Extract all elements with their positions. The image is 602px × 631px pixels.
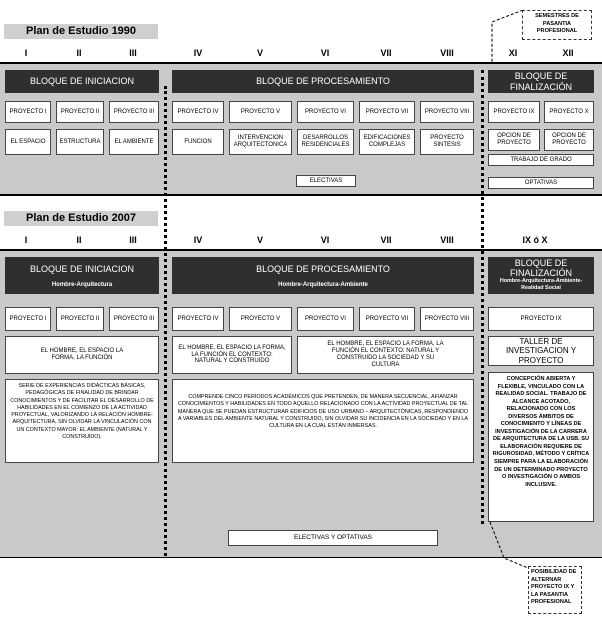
plan-1990-bottom-rule: [0, 194, 602, 196]
plan-2007-bloque-procesamiento: [172, 257, 474, 294]
semester-label: I: [24, 48, 28, 58]
plan-1990-project: PROYECTO I: [5, 101, 51, 123]
plan-2007-iniciacion-focus: EL HOMBRE, EL ESPACIO LA FORMA, LA FUNCIÓN: [5, 336, 159, 374]
semester-label: XII: [562, 48, 574, 58]
plan-1990-project: PROYECTO V: [229, 101, 292, 123]
plan-1990-theme: PROYECTO SINTESIS: [420, 129, 474, 155]
plan-1990-project: PROYECTO IV: [172, 101, 224, 123]
semester-label: IV: [193, 235, 203, 245]
plan-2007-title: Plan de Estudio 2007: [4, 211, 158, 226]
plan-2007-project: PROYECTO VI: [297, 307, 354, 331]
plan-2007-project: PROYECTO IV: [172, 307, 224, 331]
plan-1990-theme: EDIFICACIONES COMPLEJAS: [359, 129, 415, 155]
semester-label: V: [256, 235, 263, 245]
block-separator-line: [481, 70, 484, 524]
bloque-subtitle: Hombre-Arquitectura: [51, 282, 113, 288]
plan-1990-electivas: ELECTIVAS: [296, 175, 356, 187]
semester-label: VI: [320, 235, 330, 245]
plan-2007-iniciacion-description: SERIE DE EXPERIENCIAS DIDÁCTICAS BÁSICAS, PEDAGÓGICAS DE FINALIDAD DE BRINDAR CONOCIMIENTOS Y DE FACILITAR EL DESARROLLO DE HABILIDADES EN EL COMIENZO DE LA ACTIVIDAD PROYECTUAL, VALORIZANDO LA RELACIÓN HOMBRE-ARQUITECTURA, SIN OLVIDAR LA VINCULACIÓN CON UN CONTEXTO MAYOR: EL AMBIENTE (NATURAL Y CONSTRUIDO).: [5, 379, 159, 463]
semester-label: IV: [193, 48, 203, 58]
plan-2007-finalizacion-description: CONCEPCIÓN ABIERTA Y FLEXIBLE, VINCULADO CON LA REALIDAD SOCIAL. TRABAJO DE ALCANCE ACOTADO, RELACIONADO CON LOS DIVERSOS ÁMBITOS DE CONOCIMIENTO Y LÍNEAS DE INVESTIGACIÓN DE LA CARRERA DE ARQUITECTURA DE LA USB. SU ELABORACIÓN REQUIERE DE RIGUROSIDAD, MÉTODO Y CRÍTICA SIEMPRE PARA LA ELABORACIÓN DE UN DETERMINADO PROYECTO O INVESTIGACIÓN O AMBOS INCLUSIVE.: [488, 372, 594, 522]
plan-1990-project: PROYECTO IX: [488, 101, 540, 123]
plan-1990-bloque-iniciacion: BLOQUE DE INICIACION: [5, 70, 159, 93]
semester-label: III: [129, 235, 137, 245]
plan-2007-project: PROYECTO VII: [359, 307, 415, 331]
plan-2007-project: PROYECTO II: [56, 307, 104, 331]
semester-label: VII: [380, 48, 392, 58]
bloque-subtitle: Hombre-Arquitectura-Ambiente: [278, 282, 368, 288]
plan-2007-bloque-iniciacion: [5, 257, 159, 294]
bloque-subtitle: Hombre-Arquitectura-Ambiente-Realidad Social: [499, 278, 583, 291]
plan-2007-procesamiento-description: COMPRENDE CINCO PERÍODOS ACADÉMICOS QUE PRETENDEN, DE MANERA SECUENCIAL, AFIANZAR CONOCIMIENTOS Y HABILIDADES EN TODO AQUELLO RELACIONADO CON LA ACTIVIDAD PROYECTUAL DE TAL MANERA QUE SE PUEDAN ESTRUCTURAR EDIFICIOS DE USO URBANO – ARQUITECTÓNICAS, RESPONDIENDO A VARIABLES DEL AMBIENTE NATURAL Y CONSTRUIDO, SIN OLVIDAR SU INCIDENCIA EN LA SOCIEDAD Y EN LA CULTURA EN LA CUAL ESTÁN INMERSAS.: [172, 379, 474, 463]
plan-1990-project: PROYECTO X: [544, 101, 594, 123]
plan-1990-theme: OPCION DE PROYECTO: [488, 129, 540, 151]
plan-1990-theme: DESARROLLOS RESIDENCIALES: [297, 129, 354, 155]
plan-2007-electivas-optativas: ELECTIVAS Y OPTATIVAS: [228, 530, 438, 546]
plan-2007-project: PROYECTO III: [109, 307, 159, 331]
plan-1990-trabajo-grado: TRABAJO DE GRADO: [488, 154, 594, 166]
pasantia-note: SEMESTRES DE PASANTIA PROFESIONAL: [522, 10, 592, 40]
plan-2007-project: PROYECTO I: [5, 307, 51, 331]
semester-label: VI: [320, 48, 330, 58]
plan-1990-project: PROYECTO VIII: [420, 101, 474, 123]
plan-2007-project: PROYECTO VIII: [420, 307, 474, 331]
plan-1990-project: PROYECTO VI: [297, 101, 354, 123]
plan-2007-project: PROYECTO IX: [488, 307, 594, 331]
plan-2007-bloque-finalizacion: [488, 257, 594, 294]
semester-label: V: [256, 48, 263, 58]
semester-label: VIII: [440, 48, 454, 58]
bloque-title: BLOQUE DE INICIACION: [29, 264, 135, 274]
semester-label: XI: [508, 48, 518, 58]
semester-label: II: [76, 48, 82, 58]
plan-2007-semester-row: [0, 235, 602, 247]
block-separator-line: [164, 86, 167, 556]
alternar-note: POSIBILIDAD DE ALTERNAR PROYECTO IX Y LA PASANTIA PROFESIONAL: [528, 566, 582, 614]
note-connector-top: [480, 10, 530, 70]
plan-2007-taller: TALLER DE INVESTIGACION Y PROYECTO: [488, 336, 594, 366]
plan-1990-theme: OPCION DE PROYECTO: [544, 129, 594, 151]
semester-label: VII: [380, 235, 392, 245]
semester-label: IX ó X: [522, 235, 548, 245]
plan-2007-proc-focus-1: EL HOMBRE, EL ESPACIO LA FORMA, LA FUNCIÓN EL CONTEXTO: NATURAL Y CONSTRUIDO: [172, 336, 292, 374]
plan-1990-theme: EL AMBIENTE: [109, 129, 159, 155]
plan-1990-theme: EL ESPACIO: [5, 129, 51, 155]
plan-1990-project: PROYECTO VII: [359, 101, 415, 123]
semester-label: II: [76, 235, 82, 245]
plan-1990-project: PROYECTO II: [56, 101, 104, 123]
semester-label: III: [129, 48, 137, 58]
bloque-title: BLOQUE DE PROCESAMIENTO: [256, 264, 390, 274]
plan-2007-project: PROYECTO V: [229, 307, 292, 331]
plan-1990-bloque-procesamiento: BLOQUE DE PROCESAMIENTO: [172, 70, 474, 93]
bloque-title: BLOQUE DE FINALIZACIÓN: [509, 258, 572, 278]
plan-1990-semester-row: [0, 48, 602, 60]
semester-label: I: [24, 235, 28, 245]
plan-1990-optativas: OPTATIVAS: [488, 177, 594, 189]
semester-label: VIII: [440, 235, 454, 245]
plan-1990-title: Plan de Estudio 1990: [4, 24, 158, 39]
plan-1990-project: PROYECTO III: [109, 101, 159, 123]
plan-1990-theme: ESTRUCTURA: [56, 129, 104, 155]
note-connector-bottom: [488, 520, 548, 570]
plan-1990-bloque-finalizacion: BLOQUE DE FINALIZACIÓN: [488, 70, 594, 93]
plan-1990-theme: INTERVENCION ARQUITECTONICA: [229, 129, 292, 155]
plan-2007-proc-focus-2: EL HOMBRE, EL ESPACIO LA FORMA, LA FUNCIÓN EL CONTEXTO: NATURAL Y CONSTRUIDO LA SOCIEDAD Y SU CULTURA: [297, 336, 474, 374]
plan-1990-theme: FUNCION: [172, 129, 224, 155]
